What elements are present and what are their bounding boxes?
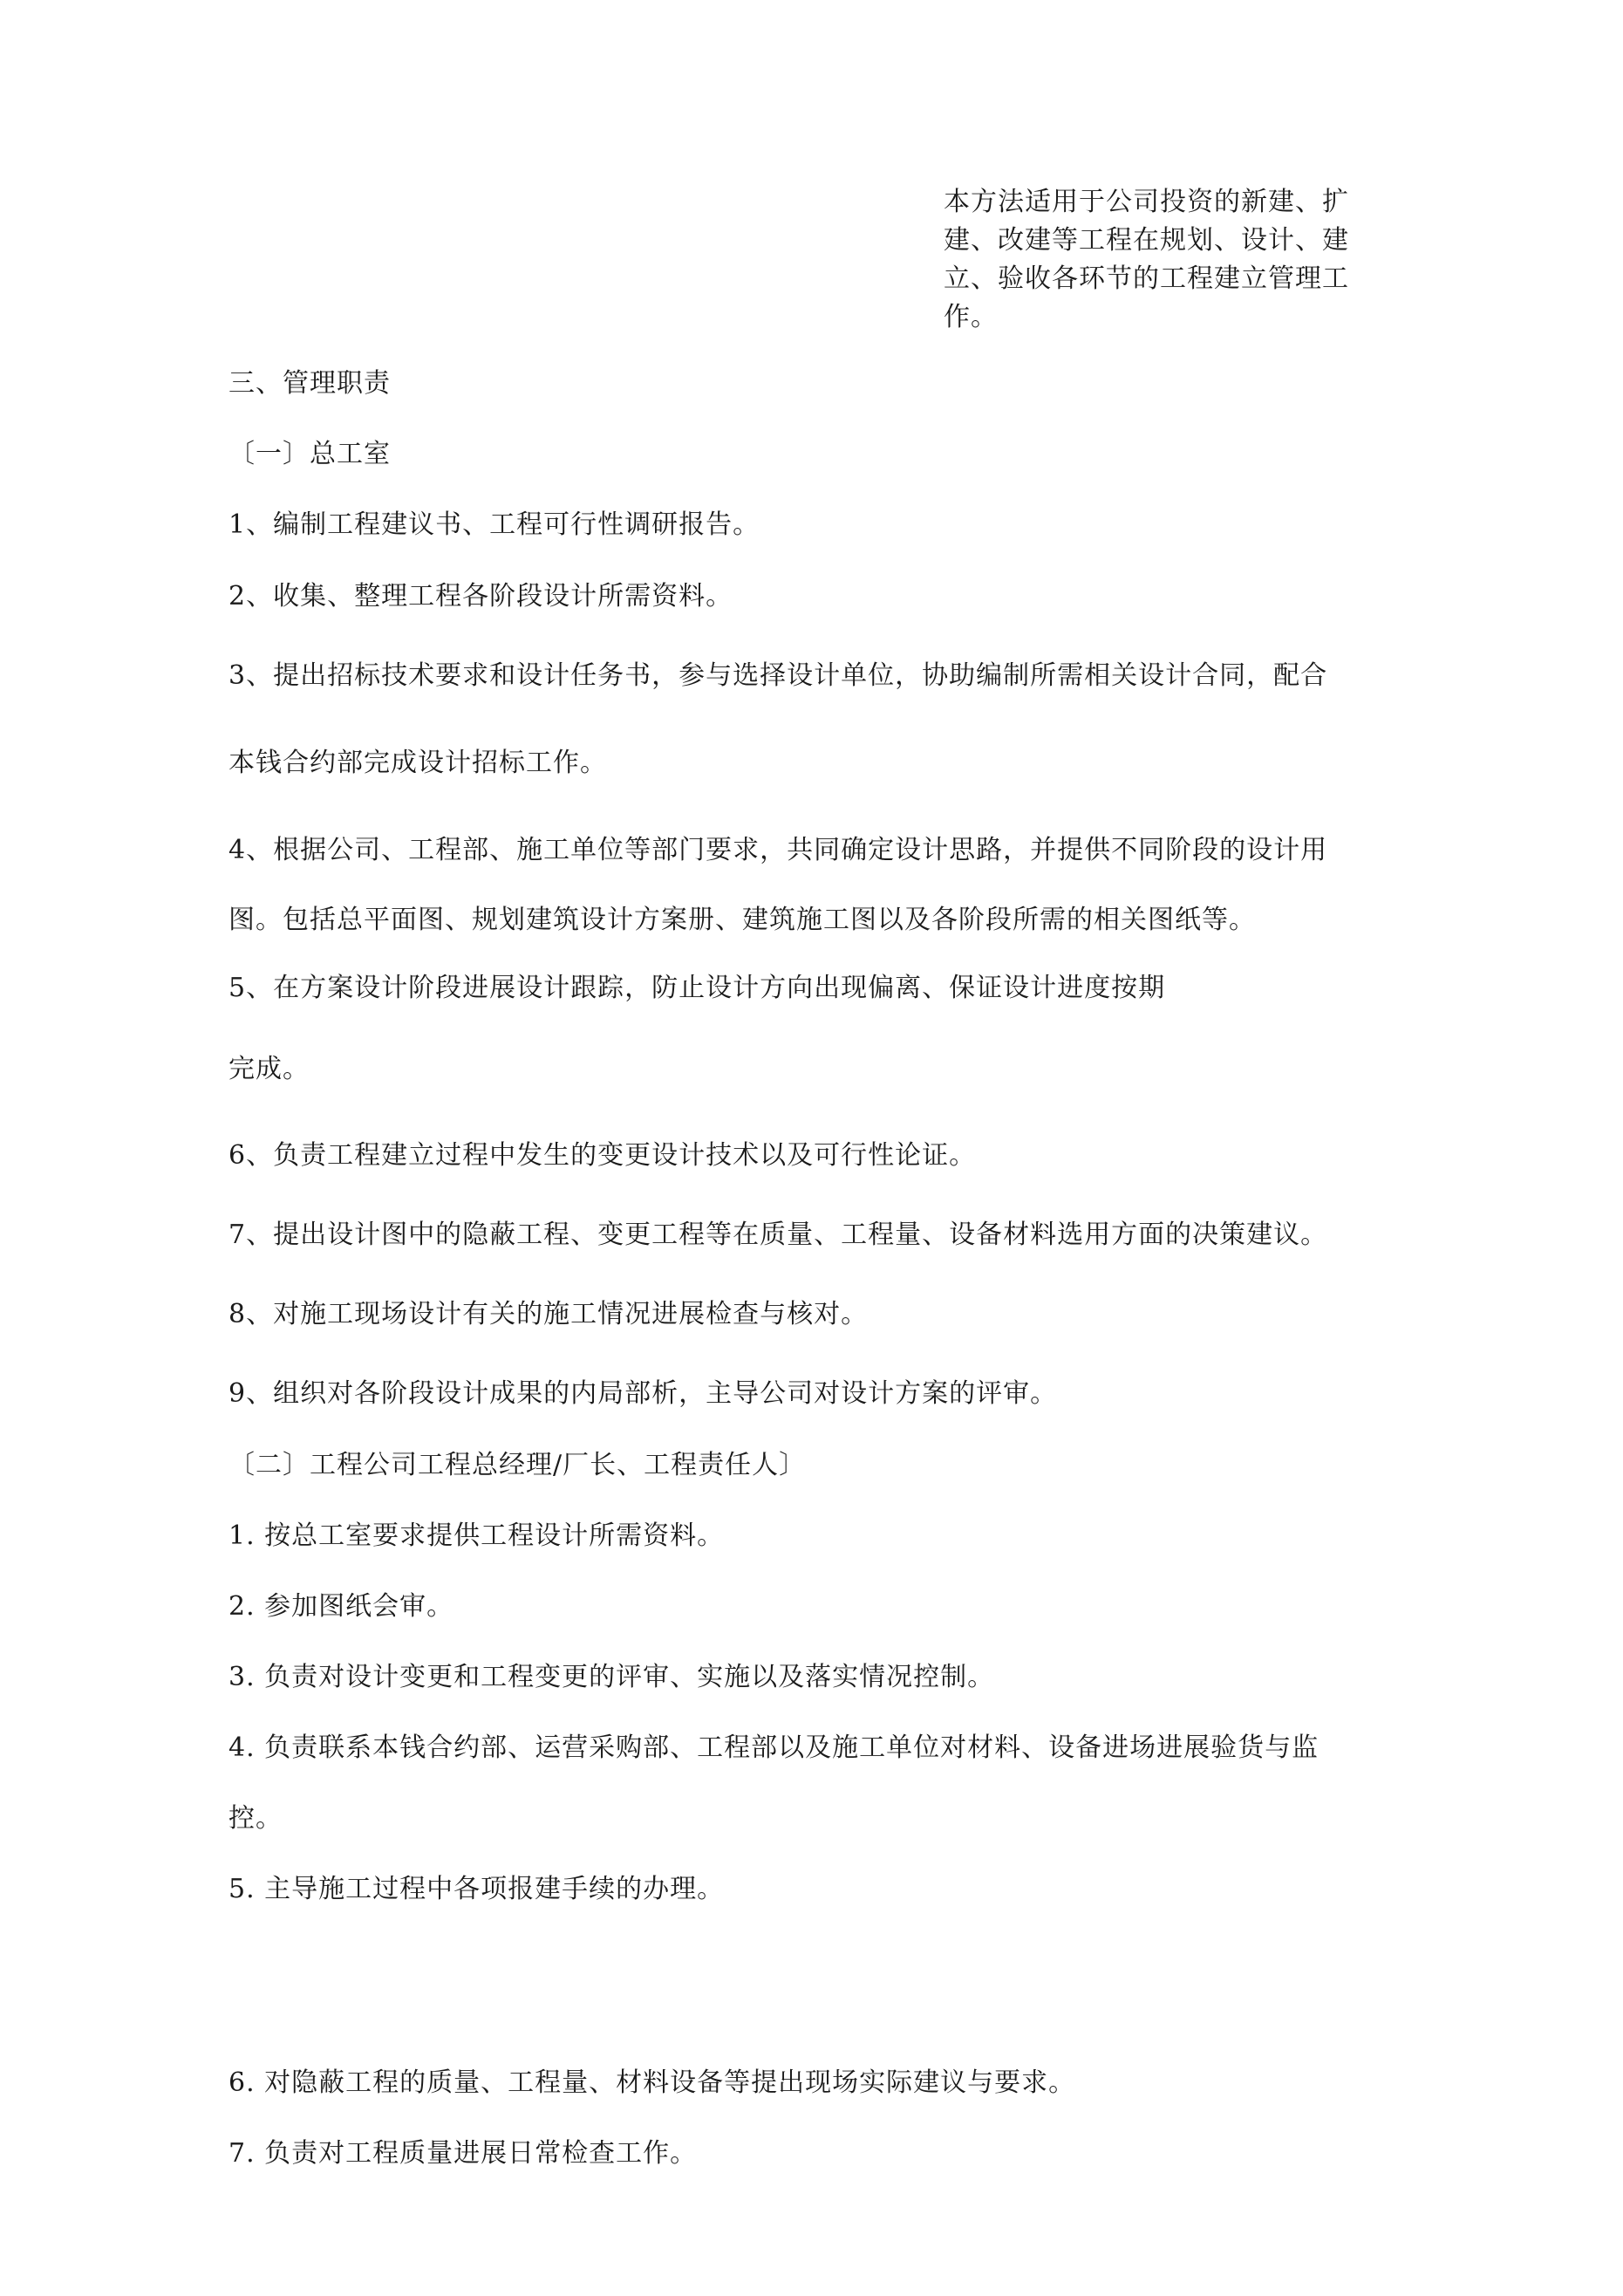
list-item: 6、负责工程建立过程中发生的变更设计技术以及可行性论证。 — [228, 1140, 977, 1171]
scope-paragraph: 本方法适用于公司投资的新建、扩建、改建等工程在规划、设计、建立、验收各环节的工程建立管理工作。 — [944, 187, 1349, 332]
list-item: 2、收集、整理工程各阶段设计所需资料。 — [228, 581, 733, 612]
list-item: 7. 负责对工程质量进展日常检查工作。 — [228, 2138, 698, 2169]
list-item: 2. 参加图纸会审。 — [228, 1591, 454, 1622]
subsection-title-1: 〔一〕总工室 — [228, 439, 391, 469]
list-item: 图。包括总平面图、规划建筑设计方案册、建筑施工图以及各阶段所需的相关图纸等。 — [228, 905, 1256, 935]
list-item: 1、编制工程建议书、工程可行性调研报告。 — [228, 509, 760, 540]
list-item: 9、组织对各阶段设计成果的内局部析，主导公司对设计方案的评审。 — [228, 1378, 1058, 1409]
list-item: 3. 负责对设计变更和工程变更的评审、实施以及落实情况控制。 — [228, 1662, 995, 1692]
list-item: 4、根据公司、工程部、施工单位等部门要求，共同确定设计思路，并提供不同阶段的设计用 — [228, 835, 1328, 865]
list-item: 控。 — [228, 1803, 283, 1834]
list-item: 7、提出设计图中的隐蔽工程、变更工程等在质量、工程量、设备材料选用方面的决策建议。 — [228, 1220, 1328, 1250]
section-title: 三、管理职责 — [228, 368, 391, 399]
subsection-title-2: 〔二〕工程公司工程总经理/厂长、工程责任人〕 — [228, 1450, 807, 1480]
list-item: 完成。 — [228, 1054, 310, 1084]
list-item: 3、提出招标技术要求和设计任务书，参与选择设计单位，协助编制所需相关设计合同，配合 — [228, 660, 1328, 691]
list-item: 本钱合约部完成设计招标工作。 — [228, 748, 607, 778]
list-item: 5、在方案设计阶段进展设计跟踪，防止设计方向出现偏离、保证设计进度按期 — [228, 973, 1166, 1003]
list-item: 1. 按总工室要求提供工程设计所需资料。 — [228, 1520, 725, 1551]
list-item: 5. 主导施工过程中各项报建手续的办理。 — [228, 1874, 725, 1904]
list-item: 6. 对隐蔽工程的质量、工程量、材料设备等提出现场实际建议与要求。 — [228, 2067, 1076, 2098]
list-item: 4. 负责联系本钱合约部、运营采购部、工程部以及施工单位对材料、设备进场进展验货与监 — [228, 1732, 1320, 1763]
list-item: 8、对施工现场设计有关的施工情况进展检查与核对。 — [228, 1299, 869, 1329]
